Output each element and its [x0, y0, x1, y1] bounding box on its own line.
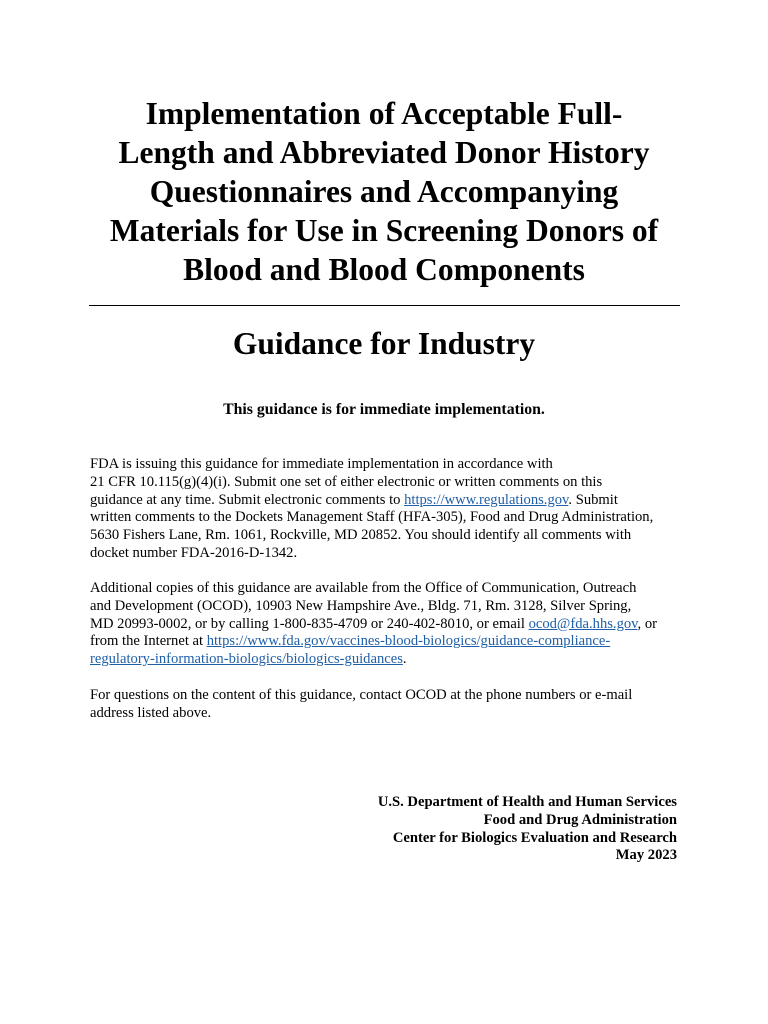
publication-date: May 2023 — [615, 847, 677, 864]
regulations-gov-link[interactable]: https://www.regulations.gov — [404, 491, 569, 508]
document-title — [88, 94, 680, 289]
paragraph-text: from the Internet at — [90, 633, 207, 650]
document-subtitle: Guidance for Industry — [232, 326, 536, 361]
paragraph-line: 21 CFR 10.115(g)(4)(i). Submit one set of either electronic or written comments on this — [90, 473, 603, 490]
title-line: Materials for Use in Screening Donors of — [109, 213, 659, 248]
paragraph-line: address listed above. — [90, 704, 212, 721]
title-line: Implementation of Acceptable Full- — [145, 96, 623, 131]
paragraph-line: and Development (OCOD), 10903 New Hampshire Ave., Bldg. 71, Rm. 3128, Silver Spring, — [90, 597, 632, 614]
fda-guidances-link[interactable]: https://www.fda.gov/vaccines-blood-biologics/guidance-compliance- — [206, 633, 611, 650]
paragraph-line: FDA is issuing this guidance for immediate implementation in accordance with — [90, 456, 553, 472]
paragraph-line: 5630 Fishers Lane, Rm. 1061, Rockville, MD 20852. You should identify all comments with — [90, 527, 632, 544]
paragraph-line: For questions on the content of this guidance, contact OCOD at the phone numbers or e-mail — [90, 687, 633, 703]
immediate-implementation-notice: This guidance is for immediate implementation. — [223, 401, 545, 418]
paragraph-text: , or — [637, 615, 657, 632]
paragraph-text: . — [402, 651, 407, 668]
paragraph-line: docket number FDA-2016-D-1342. — [90, 544, 298, 561]
center-name: Center for Biologics Evaluation and Research — [392, 829, 677, 846]
title-line: Blood and Blood Components — [183, 252, 585, 287]
paragraph-line: Additional copies of this guidance are available from the Office of Communication, Outreach — [90, 580, 637, 596]
title-line: Length and Abbreviated Donor History — [118, 135, 650, 170]
paragraph-text: guidance at any time. Submit electronic comments to — [90, 491, 405, 508]
paragraph-line — [90, 651, 690, 669]
title-divider — [89, 305, 680, 306]
paragraph-line — [90, 633, 690, 651]
title-line: Questionnaires and Accompanying — [149, 174, 619, 209]
paragraph-line — [90, 492, 690, 510]
comments-paragraph — [90, 456, 690, 563]
paragraph-line — [90, 616, 690, 634]
agency-name: Food and Drug Administration — [483, 811, 677, 828]
questions-paragraph — [90, 687, 690, 723]
paragraph-text: . Submit — [568, 491, 618, 508]
ocod-email-link[interactable]: ocod@fda.hhs.gov — [528, 615, 638, 632]
department-name: U.S. Department of Health and Human Services — [377, 794, 677, 810]
paragraph-line: written comments to the Dockets Management Staff (HFA-305), Food and Drug Administration, — [90, 509, 654, 526]
additional-copies-paragraph — [90, 580, 690, 669]
fda-guidances-link-continued[interactable]: regulatory-information-biologics/biologics-guidances — [90, 651, 403, 668]
agency-block — [378, 794, 677, 865]
paragraph-text: MD 20993-0002, or by calling 1-800-835-4709 or 240-402-8010, or email — [90, 615, 529, 632]
